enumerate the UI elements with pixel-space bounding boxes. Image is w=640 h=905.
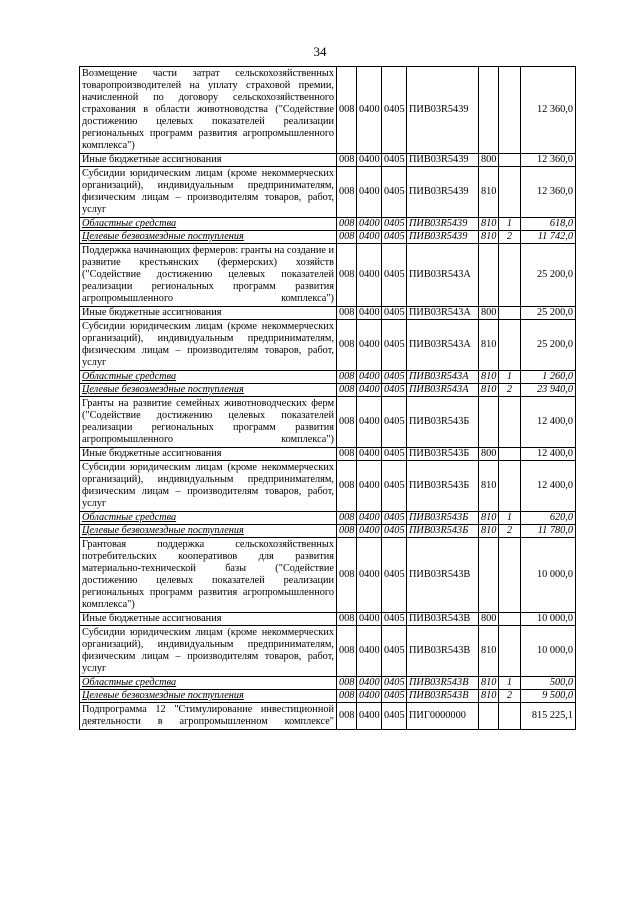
table-row — [80, 512, 576, 525]
row-subsection-code: 0405 — [382, 626, 407, 677]
row-expense-type: 800 — [479, 448, 499, 461]
row-ved-code: 008 — [337, 320, 357, 371]
row-ved-code: 008 — [337, 384, 357, 397]
budget-table-body — [80, 67, 576, 730]
row-funding-source: 2 — [499, 231, 521, 244]
row-funding-source: 2 — [499, 384, 521, 397]
row-funding-source — [499, 320, 521, 371]
row-amount: 1 260,0 — [521, 371, 576, 384]
row-amount: 10 000,0 — [521, 613, 576, 626]
row-section-code: 0400 — [357, 525, 382, 538]
row-subsection-code: 0405 — [382, 613, 407, 626]
table-row — [80, 613, 576, 626]
row-expense-type — [479, 538, 499, 613]
table-row — [80, 371, 576, 384]
row-ved-code: 008 — [337, 167, 357, 218]
page-number: 34 — [313, 44, 327, 59]
row-name: Целевые безвозмездные поступления — [80, 525, 337, 538]
row-amount: 10 000,0 — [521, 538, 576, 613]
row-amount: 500,0 — [521, 677, 576, 690]
table-row — [80, 690, 576, 703]
table-row — [80, 384, 576, 397]
row-target-article: ПИВ03R543Б — [407, 461, 479, 512]
row-amount: 12 360,0 — [521, 167, 576, 218]
table-row — [80, 244, 576, 307]
row-target-article: ПИВ03R543Б — [407, 512, 479, 525]
row-ved-code: 008 — [337, 307, 357, 320]
row-name: Целевые безвозмездные поступления — [80, 690, 337, 703]
row-amount: 25 200,0 — [521, 307, 576, 320]
row-target-article: ПИВ03R5439 — [407, 67, 479, 154]
row-section-code: 0400 — [357, 397, 382, 448]
row-expense-type — [479, 67, 499, 154]
row-name: Целевые безвозмездные поступления — [80, 231, 337, 244]
row-ved-code: 008 — [337, 461, 357, 512]
row-section-code: 0400 — [357, 448, 382, 461]
row-section-code: 0400 — [357, 231, 382, 244]
row-expense-type: 810 — [479, 231, 499, 244]
row-amount: 12 360,0 — [521, 67, 576, 154]
row-name: Субсидии юридическим лицам (кроме некоммерческих организаций), индивидуальным предпринимателям, физическим лицам – производителям товаров, работ, услуг — [80, 461, 337, 512]
row-subsection-code: 0405 — [382, 461, 407, 512]
table-row — [80, 167, 576, 218]
row-ved-code: 008 — [337, 244, 357, 307]
row-funding-source — [499, 67, 521, 154]
row-target-article: ПИВ03R5439 — [407, 218, 479, 231]
row-expense-type: 810 — [479, 677, 499, 690]
row-name: Субсидии юридическим лицам (кроме некоммерческих организаций), индивидуальным предпринимателям, физическим лицам – производителям товаров, работ, услуг — [80, 167, 337, 218]
row-expense-type — [479, 703, 499, 730]
row-amount: 620,0 — [521, 512, 576, 525]
row-funding-source: 2 — [499, 690, 521, 703]
row-funding-source — [499, 154, 521, 167]
row-ved-code: 008 — [337, 626, 357, 677]
row-ved-code: 008 — [337, 703, 357, 730]
row-funding-source: 1 — [499, 512, 521, 525]
table-row — [80, 67, 576, 154]
row-funding-source — [499, 626, 521, 677]
row-expense-type: 810 — [479, 384, 499, 397]
row-target-article: ПИВ03R543В — [407, 677, 479, 690]
table-row — [80, 703, 576, 730]
table-row — [80, 320, 576, 371]
row-funding-source: 1 — [499, 677, 521, 690]
row-subsection-code: 0405 — [382, 320, 407, 371]
row-name: Субсидии юридическим лицам (кроме некоммерческих организаций), индивидуальным предпринимателям, физическим лицам – производителям товаров, работ, услуг — [80, 320, 337, 371]
row-subsection-code: 0405 — [382, 371, 407, 384]
row-subsection-code: 0405 — [382, 67, 407, 154]
row-name: Областные средства — [80, 512, 337, 525]
table-row — [80, 461, 576, 512]
row-funding-source — [499, 167, 521, 218]
row-target-article: ПИВ03R5439 — [407, 231, 479, 244]
row-amount: 815 225,1 — [521, 703, 576, 730]
row-ved-code: 008 — [337, 448, 357, 461]
row-amount: 12 400,0 — [521, 461, 576, 512]
row-ved-code: 008 — [337, 613, 357, 626]
row-ved-code: 008 — [337, 231, 357, 244]
row-target-article: ПИВ03R543А — [407, 371, 479, 384]
row-subsection-code: 0405 — [382, 397, 407, 448]
row-name: Поддержка начинающих фермеров: гранты на создание и развитие крестьянских (фермерских) хозяйств ("Содействие достижению целевых показателей реализации региональных программ развития агропромышленного комплекса") — [80, 244, 337, 307]
row-expense-type: 810 — [479, 626, 499, 677]
row-section-code: 0400 — [357, 371, 382, 384]
row-target-article: ПИВ03R543Б — [407, 448, 479, 461]
row-subsection-code: 0405 — [382, 703, 407, 730]
row-amount: 10 000,0 — [521, 626, 576, 677]
table-row — [80, 538, 576, 613]
row-target-article: ПИВ03R543А — [407, 384, 479, 397]
row-target-article: ПИВ03R543В — [407, 613, 479, 626]
row-expense-type: 800 — [479, 154, 499, 167]
table-row — [80, 626, 576, 677]
row-subsection-code: 0405 — [382, 154, 407, 167]
row-target-article: ПИГ0000000 — [407, 703, 479, 730]
row-name: Целевые безвозмездные поступления — [80, 384, 337, 397]
row-name: Иные бюджетные ассигнования — [80, 154, 337, 167]
row-expense-type: 810 — [479, 320, 499, 371]
row-funding-source — [499, 613, 521, 626]
row-ved-code: 008 — [337, 677, 357, 690]
row-section-code: 0400 — [357, 218, 382, 231]
row-subsection-code: 0405 — [382, 512, 407, 525]
row-amount: 618,0 — [521, 218, 576, 231]
table-row — [80, 231, 576, 244]
row-funding-source — [499, 244, 521, 307]
row-funding-source: 2 — [499, 525, 521, 538]
table-row — [80, 677, 576, 690]
table-row — [80, 448, 576, 461]
row-section-code: 0400 — [357, 461, 382, 512]
row-expense-type: 810 — [479, 218, 499, 231]
row-expense-type: 800 — [479, 307, 499, 320]
row-target-article: ПИВ03R543В — [407, 626, 479, 677]
row-amount: 11 742,0 — [521, 231, 576, 244]
row-section-code: 0400 — [357, 613, 382, 626]
row-amount: 25 200,0 — [521, 320, 576, 371]
row-subsection-code: 0405 — [382, 677, 407, 690]
row-funding-source — [499, 397, 521, 448]
row-expense-type: 810 — [479, 167, 499, 218]
row-subsection-code: 0405 — [382, 448, 407, 461]
row-section-code: 0400 — [357, 320, 382, 371]
row-target-article: ПИВ03R543Б — [407, 525, 479, 538]
budget-table — [79, 66, 576, 730]
row-ved-code: 008 — [337, 218, 357, 231]
row-name: Иные бюджетные ассигнования — [80, 613, 337, 626]
row-name: Субсидии юридическим лицам (кроме некоммерческих организаций), индивидуальным предпринимателям, физическим лицам – производителям товаров, работ, услуг — [80, 626, 337, 677]
row-expense-type: 810 — [479, 512, 499, 525]
row-name: Подпрограмма 12 "Стимулирование инвестиционной деятельности в агропромышленном комплексе" — [80, 703, 337, 730]
row-section-code: 0400 — [357, 384, 382, 397]
table-row — [80, 307, 576, 320]
row-expense-type — [479, 397, 499, 448]
row-section-code: 0400 — [357, 307, 382, 320]
row-ved-code: 008 — [337, 154, 357, 167]
row-target-article: ПИВ03R543Б — [407, 397, 479, 448]
row-target-article: ПИВ03R543В — [407, 538, 479, 613]
row-name: Грантовая поддержка сельскохозяйственных потребительских кооперативов для развития материально-технической базы ("Содействие достижению целевых показателей реализации региональных программ развития агропромышленного комплекса") — [80, 538, 337, 613]
row-ved-code: 008 — [337, 512, 357, 525]
row-target-article: ПИВ03R5439 — [407, 167, 479, 218]
row-subsection-code: 0405 — [382, 244, 407, 307]
row-subsection-code: 0405 — [382, 218, 407, 231]
row-amount: 12 400,0 — [521, 448, 576, 461]
row-section-code: 0400 — [357, 512, 382, 525]
row-subsection-code: 0405 — [382, 167, 407, 218]
row-expense-type: 810 — [479, 461, 499, 512]
row-amount: 12 360,0 — [521, 154, 576, 167]
row-expense-type: 810 — [479, 525, 499, 538]
row-name: Иные бюджетные ассигнования — [80, 448, 337, 461]
row-section-code: 0400 — [357, 67, 382, 154]
row-ved-code: 008 — [337, 538, 357, 613]
row-amount: 23 940,0 — [521, 384, 576, 397]
row-ved-code: 008 — [337, 525, 357, 538]
row-funding-source: 1 — [499, 371, 521, 384]
row-section-code: 0400 — [357, 677, 382, 690]
row-funding-source — [499, 461, 521, 512]
row-section-code: 0400 — [357, 538, 382, 613]
row-target-article: ПИВ03R543А — [407, 244, 479, 307]
row-expense-type: 810 — [479, 690, 499, 703]
row-subsection-code: 0405 — [382, 525, 407, 538]
row-name: Областные средства — [80, 677, 337, 690]
table-row — [80, 154, 576, 167]
row-section-code: 0400 — [357, 154, 382, 167]
row-target-article: ПИВ03R543А — [407, 320, 479, 371]
row-name: Иные бюджетные ассигнования — [80, 307, 337, 320]
row-target-article: ПИВ03R543А — [407, 307, 479, 320]
row-name: Областные средства — [80, 218, 337, 231]
row-name: Гранты на развитие семейных животноводческих ферм ("Содействие достижению целевых показателей реализации региональных программ развития агропромышленного комплекса") — [80, 397, 337, 448]
row-funding-source — [499, 703, 521, 730]
row-target-article: ПИВ03R5439 — [407, 154, 479, 167]
row-subsection-code: 0405 — [382, 690, 407, 703]
row-expense-type: 810 — [479, 371, 499, 384]
row-section-code: 0400 — [357, 703, 382, 730]
row-ved-code: 008 — [337, 397, 357, 448]
row-expense-type: 800 — [479, 613, 499, 626]
row-amount: 12 400,0 — [521, 397, 576, 448]
row-funding-source — [499, 307, 521, 320]
row-funding-source: 1 — [499, 218, 521, 231]
row-subsection-code: 0405 — [382, 231, 407, 244]
table-row — [80, 218, 576, 231]
row-funding-source — [499, 538, 521, 613]
row-subsection-code: 0405 — [382, 307, 407, 320]
row-subsection-code: 0405 — [382, 538, 407, 613]
row-funding-source — [499, 448, 521, 461]
row-section-code: 0400 — [357, 626, 382, 677]
row-section-code: 0400 — [357, 167, 382, 218]
row-section-code: 0400 — [357, 690, 382, 703]
row-ved-code: 008 — [337, 67, 357, 154]
row-ved-code: 008 — [337, 690, 357, 703]
row-target-article: ПИВ03R543В — [407, 690, 479, 703]
table-row — [80, 525, 576, 538]
row-ved-code: 008 — [337, 371, 357, 384]
row-amount: 9 500,0 — [521, 690, 576, 703]
row-section-code: 0400 — [357, 244, 382, 307]
row-expense-type — [479, 244, 499, 307]
row-name: Возмещение части затрат сельскохозяйственных товаропроизводителей на уплату страховой премии, начисленной по договору сельскохозяйственного страхования в области животноводства ("Содействие достижению целевых показателей реализации региональных программ развития агропромышленного комплекса") — [80, 67, 337, 154]
row-amount: 25 200,0 — [521, 244, 576, 307]
table-row — [80, 397, 576, 448]
row-amount: 11 780,0 — [521, 525, 576, 538]
row-name: Областные средства — [80, 371, 337, 384]
row-subsection-code: 0405 — [382, 384, 407, 397]
